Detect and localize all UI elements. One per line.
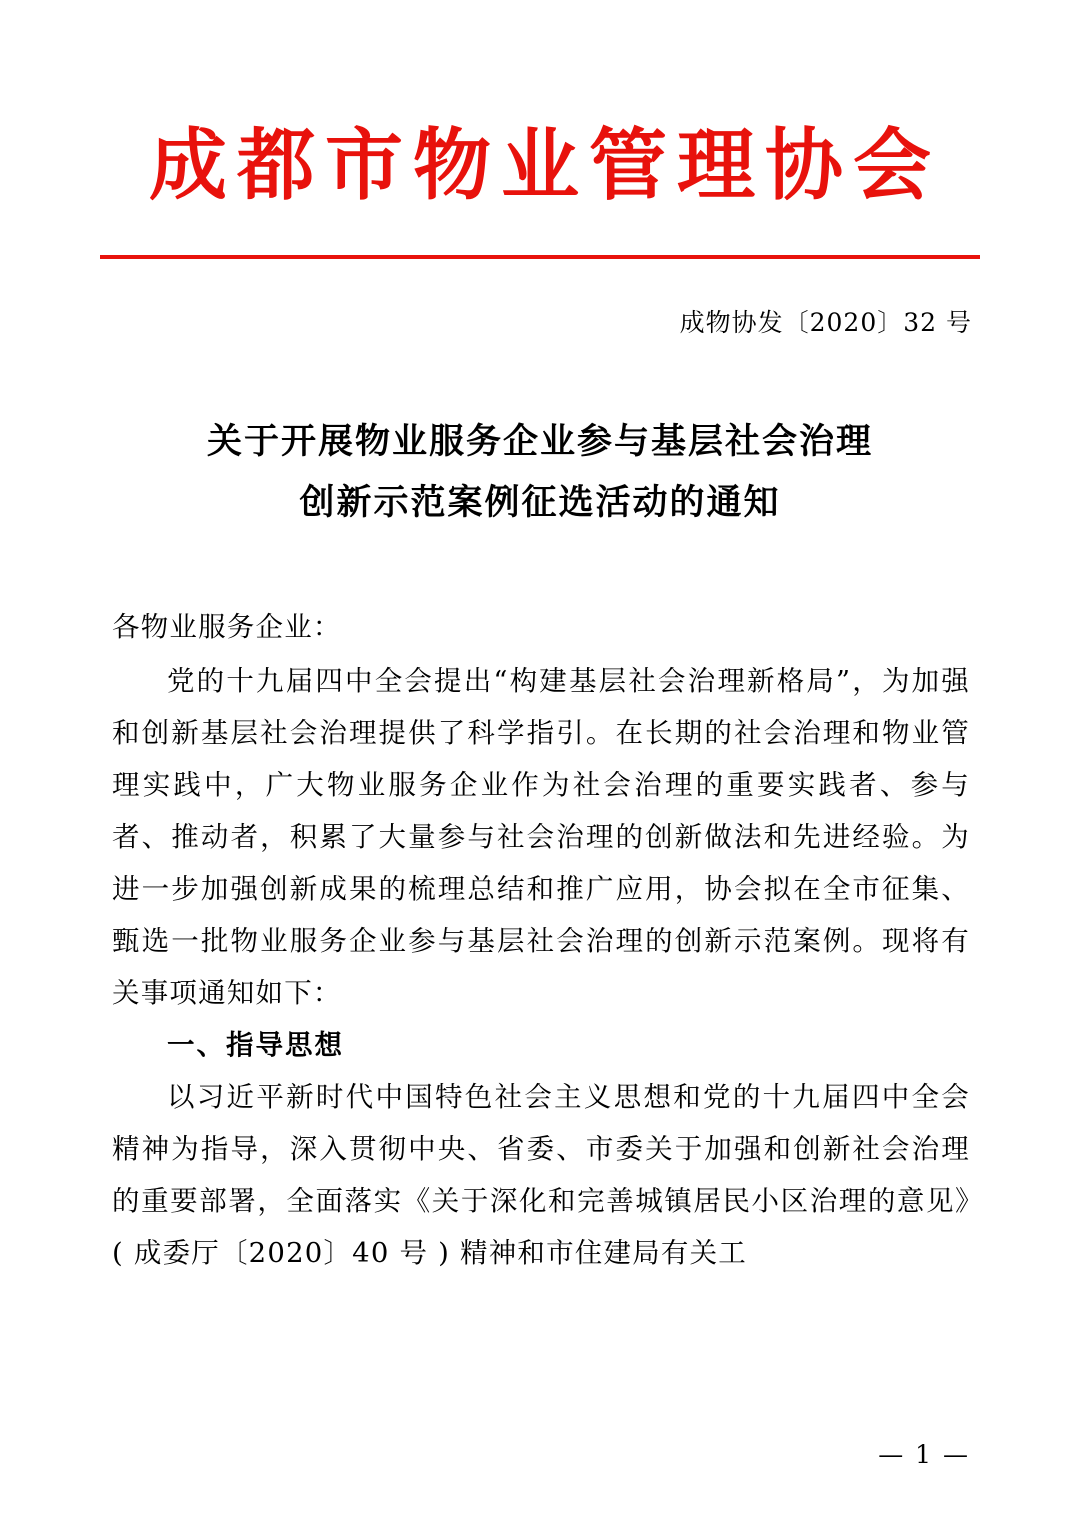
body-paragraph-intro: 党的十九届四中全会提出“构建基层社会治理新格局”，为加强和创新基层社会治理提供了科学指引。在长期的社会治理和物业管理实践中，广大物业服务企业作为社会治理的重要实践者、参与者、推动者，积累了大量参与社会治理的创新做法和先进经验。为进一步加强创新成果的梳理总结和推广应用，协会拟在全市征集、甄选一批物业服务企业参与基层社会治理的创新示范案例。现将有关事项通知如下：: [112, 665, 970, 1010]
body-paragraph-guiding-thought: 以习近平新时代中国特色社会主义思想和党的十九届四中全会精神为指导，深入贯彻中央、省委、市委关于加强和创新社会治理的重要部署，全面落实《关于深化和完善城镇居民小区治理的意见》( 成委厅〔2020〕40 号 ) 精神和市住建局有关工: [112, 1081, 970, 1270]
document-number: 成物协发〔2020〕32 号: [679, 307, 972, 337]
section-heading-guiding-thought: 一、指导思想: [167, 1029, 344, 1062]
page-title: [0, 411, 1080, 534]
salutation: 各物业服务企业：: [112, 611, 342, 644]
letterhead: [0, 120, 1080, 259]
letterhead-divider: [100, 255, 980, 259]
page-title-line-1: 关于开展物业服务企业参与基层社会治理: [206, 420, 873, 462]
letterhead-organization: 成都市物业管理协会: [148, 120, 941, 211]
document-body: [0, 601, 1080, 1279]
page-number: — 1 —: [878, 1440, 970, 1469]
page-title-line-2: 创新示范案例征选活动的通知: [299, 482, 781, 524]
